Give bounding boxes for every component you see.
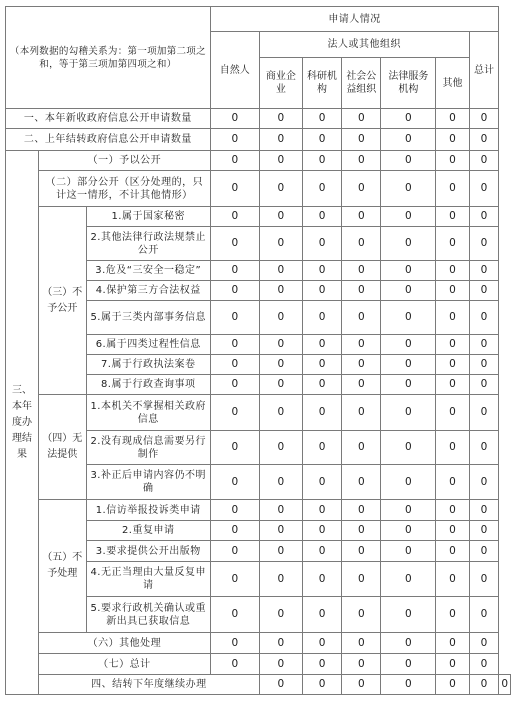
cell-value: 0 bbox=[259, 281, 302, 301]
cell-value: 0 bbox=[259, 395, 302, 431]
row-label: 1.属于国家秘密 bbox=[86, 207, 210, 227]
cell-value: 0 bbox=[342, 541, 381, 562]
cell-value: 0 bbox=[302, 500, 341, 521]
cell-value: 0 bbox=[302, 562, 341, 597]
cell-value: 0 bbox=[436, 171, 469, 207]
row-label: 3.补正后申请内容仍不明确 bbox=[86, 465, 210, 500]
cell-value: 0 bbox=[342, 261, 381, 281]
cell-value: 0 bbox=[210, 151, 259, 171]
cell-value: 0 bbox=[381, 129, 436, 151]
cell-value: 0 bbox=[436, 562, 469, 597]
cell-value: 0 bbox=[259, 375, 302, 395]
cell-value: 0 bbox=[469, 109, 499, 129]
cell-value: 0 bbox=[210, 597, 259, 633]
table-row bbox=[6, 207, 511, 227]
cell-value: 0 bbox=[210, 129, 259, 151]
cell-value: 0 bbox=[259, 654, 302, 675]
cell-value: 0 bbox=[210, 375, 259, 395]
cell-value: 0 bbox=[210, 207, 259, 227]
cell-value: 0 bbox=[381, 171, 436, 207]
cell-value: 0 bbox=[381, 654, 436, 675]
cell-value: 0 bbox=[381, 261, 436, 281]
cell-value: 0 bbox=[210, 431, 259, 465]
cell-value: 0 bbox=[436, 654, 469, 675]
cell-value: 0 bbox=[210, 109, 259, 129]
cell-value: 0 bbox=[469, 207, 499, 227]
cell-value: 0 bbox=[302, 675, 341, 695]
cell-value: 0 bbox=[469, 562, 499, 597]
cell-value: 0 bbox=[302, 654, 341, 675]
cell-value: 0 bbox=[210, 301, 259, 335]
cell-value: 0 bbox=[469, 301, 499, 335]
cell-value: 0 bbox=[259, 355, 302, 375]
cell-value: 0 bbox=[210, 541, 259, 562]
cell-value: 0 bbox=[302, 541, 341, 562]
row-label: 6.属于四类过程性信息 bbox=[86, 335, 210, 355]
cell-value: 0 bbox=[342, 151, 381, 171]
table-row bbox=[6, 675, 511, 695]
row-label: 3.要求提供公开出版物 bbox=[86, 541, 210, 562]
cell-value: 0 bbox=[381, 521, 436, 541]
statistics-table bbox=[5, 6, 511, 695]
cell-value: 0 bbox=[259, 597, 302, 633]
row-label: （一）予以公开 bbox=[39, 151, 211, 171]
cell-value: 0 bbox=[342, 375, 381, 395]
cell-value: 0 bbox=[302, 151, 341, 171]
cell-value: 0 bbox=[259, 633, 302, 654]
cell-value: 0 bbox=[210, 562, 259, 597]
cell-value: 0 bbox=[302, 633, 341, 654]
cell-value: 0 bbox=[381, 395, 436, 431]
row-label: 8.属于行政查询事项 bbox=[86, 375, 210, 395]
row-label: 1.本机关不掌握相关政府信息 bbox=[86, 395, 210, 431]
header-social-welfare: 社会公益组织 bbox=[342, 58, 381, 109]
cell-value: 0 bbox=[436, 355, 469, 375]
group-4-label: （四）无法提供 bbox=[39, 395, 87, 500]
table-row bbox=[6, 633, 511, 654]
cell-value: 0 bbox=[436, 431, 469, 465]
cell-value: 0 bbox=[259, 151, 302, 171]
row-label: 二、上年结转政府信息公开申请数量 bbox=[6, 129, 211, 151]
table-row bbox=[6, 109, 511, 129]
header-note: （本列数据的勾稽关系为：第一项加第二项之和，等于第三项加第四项之和） bbox=[6, 7, 211, 109]
cell-value: 0 bbox=[469, 335, 499, 355]
cell-value: 0 bbox=[469, 633, 499, 654]
cell-value: 0 bbox=[210, 335, 259, 355]
cell-value: 0 bbox=[259, 500, 302, 521]
cell-value: 0 bbox=[381, 541, 436, 562]
cell-value: 0 bbox=[342, 129, 381, 151]
cell-value: 0 bbox=[342, 109, 381, 129]
row-label: 5.要求行政机关确认或重新出具已获取信息 bbox=[86, 597, 210, 633]
row-label: 4.无正当理由大量反复申请 bbox=[86, 562, 210, 597]
header-total: 总计 bbox=[469, 32, 499, 109]
cell-value: 0 bbox=[342, 171, 381, 207]
cell-value: 0 bbox=[302, 395, 341, 431]
cell-value: 0 bbox=[259, 301, 302, 335]
cell-value: 0 bbox=[436, 541, 469, 562]
header-natural-person: 自然人 bbox=[210, 32, 259, 109]
row-label: 四、结转下年度继续办理 bbox=[39, 675, 260, 695]
cell-value: 0 bbox=[259, 171, 302, 207]
table-row bbox=[6, 395, 511, 431]
cell-value: 0 bbox=[259, 562, 302, 597]
cell-value: 0 bbox=[302, 129, 341, 151]
header-legal-service: 法律服务机构 bbox=[381, 58, 436, 109]
cell-value: 0 bbox=[302, 465, 341, 500]
cell-value: 0 bbox=[381, 375, 436, 395]
cell-value: 0 bbox=[342, 521, 381, 541]
cell-value: 0 bbox=[210, 355, 259, 375]
cell-value: 0 bbox=[469, 500, 499, 521]
header-legal-and-other: 法人或其他组织 bbox=[259, 32, 469, 58]
table-row bbox=[6, 500, 511, 521]
cell-value: 0 bbox=[436, 521, 469, 541]
cell-value: 0 bbox=[210, 633, 259, 654]
cell-value: 0 bbox=[302, 521, 341, 541]
cell-value: 0 bbox=[381, 281, 436, 301]
cell-value: 0 bbox=[469, 541, 499, 562]
cell-value: 0 bbox=[436, 129, 469, 151]
cell-value: 0 bbox=[259, 261, 302, 281]
cell-value: 0 bbox=[259, 541, 302, 562]
cell-value: 0 bbox=[302, 301, 341, 335]
row-label: 5.属于三类内部事务信息 bbox=[86, 301, 210, 335]
cell-value: 0 bbox=[342, 633, 381, 654]
cell-value: 0 bbox=[210, 654, 259, 675]
cell-value: 0 bbox=[381, 633, 436, 654]
row-label: （二）部分公开（区分处理的，只计这一情形，不计其他情形） bbox=[39, 171, 211, 207]
cell-value: 0 bbox=[342, 465, 381, 500]
cell-value: 0 bbox=[342, 654, 381, 675]
cell-value: 0 bbox=[302, 597, 341, 633]
cell-value: 0 bbox=[381, 597, 436, 633]
group-3-label: （三）不予公开 bbox=[39, 207, 87, 395]
cell-value: 0 bbox=[302, 227, 341, 261]
cell-value: 0 bbox=[259, 335, 302, 355]
cell-value: 0 bbox=[381, 465, 436, 500]
cell-value: 0 bbox=[381, 301, 436, 335]
cell-value: 0 bbox=[342, 431, 381, 465]
cell-value: 0 bbox=[259, 207, 302, 227]
table-row bbox=[6, 171, 511, 207]
cell-value: 0 bbox=[469, 355, 499, 375]
cell-value: 0 bbox=[302, 431, 341, 465]
row-label: 2.没有现成信息需要另行制作 bbox=[86, 431, 210, 465]
cell-value: 0 bbox=[210, 281, 259, 301]
row-label: 3.危及“三安全一稳定” bbox=[86, 261, 210, 281]
cell-value: 0 bbox=[469, 675, 499, 695]
cell-value: 0 bbox=[210, 465, 259, 500]
cell-value: 0 bbox=[342, 562, 381, 597]
cell-value: 0 bbox=[381, 355, 436, 375]
header-other: 其他 bbox=[436, 58, 469, 109]
cell-value: 0 bbox=[210, 261, 259, 281]
row-label: 2.重复申请 bbox=[86, 521, 210, 541]
cell-value: 0 bbox=[436, 395, 469, 431]
section-3-label: 三、本年度办理结果 bbox=[6, 151, 39, 695]
cell-value: 0 bbox=[302, 109, 341, 129]
cell-value: 0 bbox=[210, 171, 259, 207]
header-applicant-situation: 申请人情况 bbox=[210, 7, 499, 32]
cell-value: 0 bbox=[342, 227, 381, 261]
cell-value: 0 bbox=[259, 109, 302, 129]
cell-value: 0 bbox=[342, 675, 381, 695]
cell-value: 0 bbox=[210, 395, 259, 431]
header-research: 科研机构 bbox=[302, 58, 341, 109]
cell-value: 0 bbox=[342, 301, 381, 335]
cell-value: 0 bbox=[259, 465, 302, 500]
cell-value: 0 bbox=[381, 227, 436, 261]
cell-value: 0 bbox=[469, 151, 499, 171]
cell-value: 0 bbox=[259, 521, 302, 541]
cell-value: 0 bbox=[436, 633, 469, 654]
cell-value: 0 bbox=[499, 675, 511, 695]
row-label: 4.保护第三方合法权益 bbox=[86, 281, 210, 301]
cell-value: 0 bbox=[302, 171, 341, 207]
cell-value: 0 bbox=[436, 227, 469, 261]
cell-value: 0 bbox=[436, 597, 469, 633]
cell-value: 0 bbox=[342, 207, 381, 227]
cell-value: 0 bbox=[436, 465, 469, 500]
cell-value: 0 bbox=[259, 675, 302, 695]
cell-value: 0 bbox=[436, 151, 469, 171]
cell-value: 0 bbox=[436, 207, 469, 227]
row-label: （七）总计 bbox=[39, 654, 211, 675]
row-label: （六）其他处理 bbox=[39, 633, 211, 654]
cell-value: 0 bbox=[469, 431, 499, 465]
cell-value: 0 bbox=[469, 375, 499, 395]
row-label: 一、本年新收政府信息公开申请数量 bbox=[6, 109, 211, 129]
cell-value: 0 bbox=[302, 207, 341, 227]
cell-value: 0 bbox=[469, 227, 499, 261]
cell-value: 0 bbox=[342, 597, 381, 633]
cell-value: 0 bbox=[259, 129, 302, 151]
cell-value: 0 bbox=[302, 355, 341, 375]
cell-value: 0 bbox=[381, 335, 436, 355]
cell-value: 0 bbox=[302, 335, 341, 355]
row-label: 2.其他法律行政法规禁止公开 bbox=[86, 227, 210, 261]
cell-value: 0 bbox=[469, 171, 499, 207]
cell-value: 0 bbox=[469, 129, 499, 151]
cell-value: 0 bbox=[469, 465, 499, 500]
cell-value: 0 bbox=[210, 227, 259, 261]
cell-value: 0 bbox=[469, 521, 499, 541]
cell-value: 0 bbox=[342, 395, 381, 431]
cell-value: 0 bbox=[436, 281, 469, 301]
cell-value: 0 bbox=[259, 431, 302, 465]
cell-value: 0 bbox=[469, 281, 499, 301]
cell-value: 0 bbox=[436, 335, 469, 355]
cell-value: 0 bbox=[469, 597, 499, 633]
header-commercial: 商业企业 bbox=[259, 58, 302, 109]
cell-value: 0 bbox=[469, 654, 499, 675]
cell-value: 0 bbox=[436, 261, 469, 281]
cell-value: 0 bbox=[436, 675, 469, 695]
cell-value: 0 bbox=[381, 109, 436, 129]
cell-value: 0 bbox=[436, 500, 469, 521]
cell-value: 0 bbox=[302, 375, 341, 395]
cell-value: 0 bbox=[381, 562, 436, 597]
cell-value: 0 bbox=[302, 281, 341, 301]
cell-value: 0 bbox=[210, 521, 259, 541]
cell-value: 0 bbox=[381, 431, 436, 465]
cell-value: 0 bbox=[259, 227, 302, 261]
table-row bbox=[6, 654, 511, 675]
cell-value: 0 bbox=[436, 375, 469, 395]
cell-value: 0 bbox=[342, 335, 381, 355]
cell-value: 0 bbox=[381, 500, 436, 521]
group-5-label: （五）不予处理 bbox=[39, 500, 87, 633]
cell-value: 0 bbox=[436, 109, 469, 129]
cell-value: 0 bbox=[342, 281, 381, 301]
cell-value: 0 bbox=[342, 355, 381, 375]
cell-value: 0 bbox=[381, 675, 436, 695]
table-row bbox=[6, 151, 511, 171]
row-label: 7.属于行政执法案卷 bbox=[86, 355, 210, 375]
cell-value: 0 bbox=[381, 151, 436, 171]
cell-value: 0 bbox=[469, 395, 499, 431]
cell-value: 0 bbox=[469, 261, 499, 281]
cell-value: 0 bbox=[342, 500, 381, 521]
cell-value: 0 bbox=[302, 261, 341, 281]
cell-value: 0 bbox=[210, 500, 259, 521]
cell-value: 0 bbox=[381, 207, 436, 227]
cell-value: 0 bbox=[436, 301, 469, 335]
table-row bbox=[6, 129, 511, 151]
row-label: 1.信访举报投诉类申请 bbox=[86, 500, 210, 521]
